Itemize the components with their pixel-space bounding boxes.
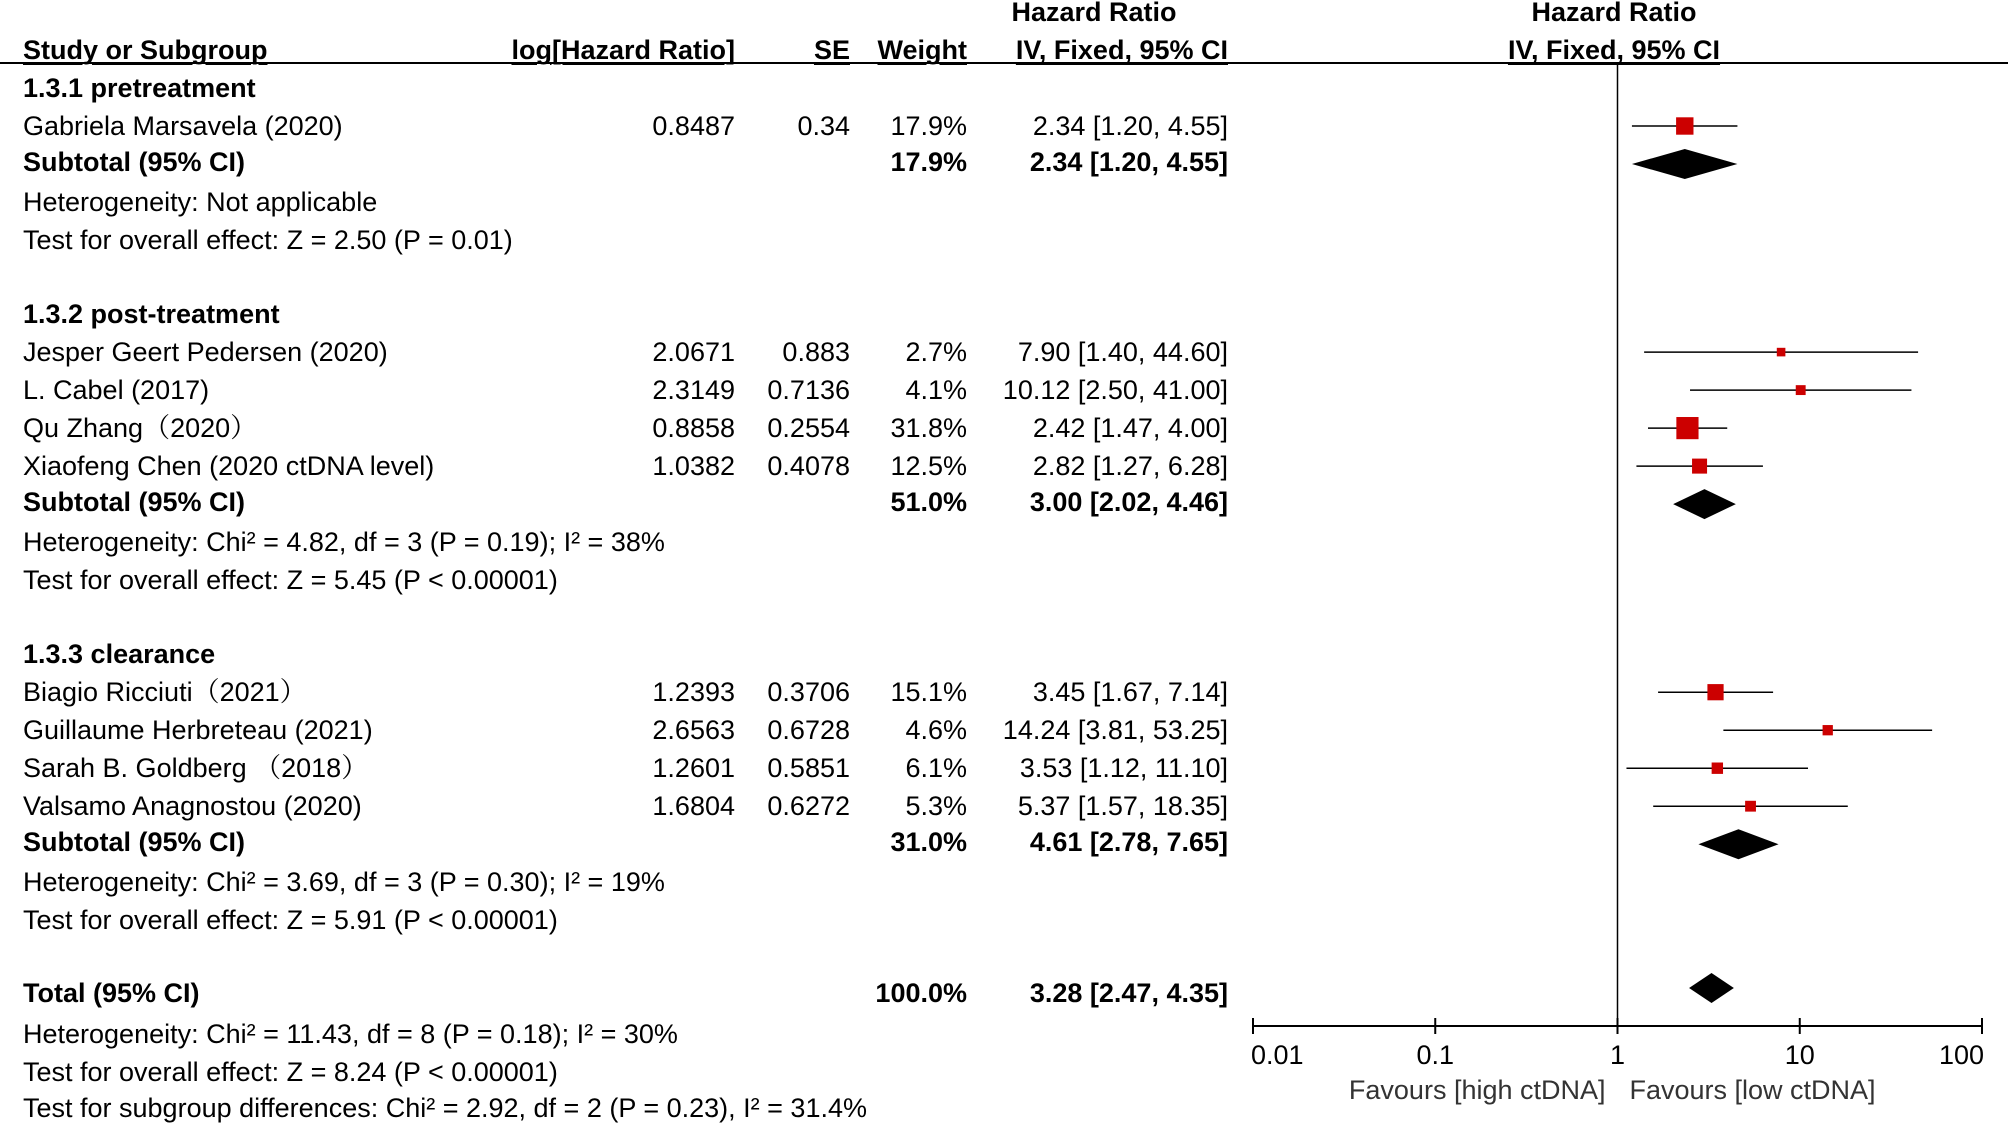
subgroup-title: 1.3.3 clearance [23, 639, 216, 670]
subtotal-weight: 51.0% [890, 487, 967, 518]
study-log-hr: 2.6563 [652, 715, 735, 746]
study-name: Qu Zhang（2020） [23, 413, 258, 444]
subtotal-weight: 17.9% [890, 147, 967, 177]
study-weight: 17.9% [890, 111, 967, 141]
study-column-header: Study or Subgroup [23, 35, 268, 65]
study-name: Jesper Geert Pedersen (2020) [23, 337, 388, 368]
weight-column-header: Weight [877, 35, 967, 65]
study-log-hr: 0.8487 [652, 111, 735, 141]
study-se: 0.6272 [767, 791, 850, 822]
study-log-hr: 1.2601 [652, 753, 735, 784]
study-se: 0.4078 [767, 451, 850, 482]
study-weight: 2.7% [905, 337, 967, 368]
study-hr-ci: 7.90 [1.40, 44.60] [1017, 337, 1228, 368]
subtotal-hr-ci: 4.61 [2.78, 7.65] [1029, 827, 1228, 858]
study-weight: 5.3% [905, 791, 967, 822]
study-hr-ci: 2.82 [1.27, 6.28] [1032, 451, 1228, 482]
study-se: 0.3706 [767, 677, 850, 708]
subtotal-diamond [1632, 149, 1737, 179]
study-weight: 6.1% [905, 753, 967, 784]
study-log-hr: 1.0382 [652, 451, 735, 482]
subtotal-diamond [1698, 829, 1778, 859]
study-name: Biagio Ricciuti（2021） [23, 677, 307, 708]
total-diamond [1689, 973, 1734, 1003]
study-se: 0.34 [797, 111, 850, 141]
study-weight: 15.1% [890, 677, 967, 708]
subgroup-heterogeneity: Heterogeneity: Not applicable [23, 187, 378, 217]
subgroup-heterogeneity: Heterogeneity: Chi² = 3.69, df = 3 (P = 0.30); I² = 19% [23, 867, 665, 898]
plot-column-header-bottom: IV, Fixed, 95% CI [1507, 35, 1721, 65]
x-tick-label: 1 [1609, 1040, 1626, 1070]
study-hr-ci: 5.37 [1.57, 18.35] [1017, 791, 1228, 822]
total-hr-ci: 3.28 [2.47, 4.35] [1029, 978, 1228, 1008]
total-label: Total (95% CI) [23, 978, 200, 1008]
x-tick-label: 0.1 [1416, 1040, 1455, 1070]
subtotal-hr-ci: 2.34 [1.20, 4.55] [1029, 147, 1228, 177]
study-weight: 12.5% [890, 451, 967, 482]
subgroup-overall-effect: Test for overall effect: Z = 5.45 (P < 0.00001) [23, 565, 558, 596]
study-se: 0.883 [782, 337, 850, 368]
study-weight: 4.1% [905, 375, 967, 406]
x-tick-label: 0.01 [1251, 1040, 1304, 1070]
plot-column-header-top: Hazard Ratio [1531, 0, 1697, 27]
subgroup-differences: Test for subgroup differences: Chi² = 2.92, df = 2 (P = 0.23), I² = 31.4% [23, 1093, 867, 1123]
study-se: 0.5851 [767, 753, 850, 784]
subgroup-title: 1.3.1 pretreatment [23, 73, 256, 103]
x-tick-label: 100 [1938, 1040, 1984, 1070]
subtotal-label: Subtotal (95% CI) [23, 147, 246, 177]
study-hr-ci: 2.34 [1.20, 4.55] [1032, 111, 1228, 141]
total-weight: 100.0% [875, 978, 967, 1008]
study-weight: 31.8% [890, 413, 967, 444]
study-log-hr: 2.3149 [652, 375, 735, 406]
subtotal-label: Subtotal (95% CI) [23, 487, 246, 518]
study-point-marker [1823, 725, 1833, 735]
x-tick-label: 10 [1784, 1040, 1815, 1070]
subgroup-title: 1.3.2 post-treatment [23, 299, 280, 330]
study-name: L. Cabel (2017) [23, 375, 210, 406]
se-column-header: SE [813, 35, 850, 65]
study-name: Xiaofeng Chen (2020 ctDNA level) [23, 451, 435, 482]
subgroup-heterogeneity: Heterogeneity: Chi² = 4.82, df = 3 (P = 0.19); I² = 38% [23, 527, 665, 558]
study-name: Sarah B. Goldberg （2018） [23, 753, 369, 784]
study-name: Gabriela Marsavela (2020) [23, 111, 343, 141]
study-name: Valsamo Anagnostou (2020) [23, 791, 362, 822]
study-hr-ci: 3.53 [1.12, 11.10] [1019, 753, 1228, 784]
study-point-marker [1712, 763, 1723, 774]
subtotal-diamond [1673, 489, 1736, 519]
study-log-hr: 1.2393 [652, 677, 735, 708]
study-se: 0.7136 [767, 375, 850, 406]
study-point-marker [1676, 417, 1698, 439]
loghr-column-header: log[Hazard Ratio] [511, 35, 735, 65]
hr-column-header-top: Hazard Ratio [1011, 0, 1177, 27]
study-point-marker [1796, 385, 1806, 395]
study-name: Guillaume Herbreteau (2021) [23, 715, 373, 746]
study-point-marker [1777, 348, 1786, 357]
study-hr-ci: 10.12 [2.50, 41.00] [1002, 375, 1228, 406]
study-se: 0.2554 [767, 413, 850, 444]
study-log-hr: 2.0671 [652, 337, 735, 368]
x-label-right: Favours [low ctDNA] [1629, 1075, 1876, 1105]
study-point-marker [1745, 801, 1756, 812]
subtotal-weight: 31.0% [890, 827, 967, 858]
subtotal-hr-ci: 3.00 [2.02, 4.46] [1029, 487, 1228, 518]
hr-column-header-bottom: IV, Fixed, 95% CI [1015, 35, 1228, 65]
total-overall-effect: Test for overall effect: Z = 8.24 (P < 0.00001) [23, 1057, 558, 1087]
study-hr-ci: 3.45 [1.67, 7.14] [1032, 677, 1228, 708]
study-point-marker [1707, 684, 1723, 700]
total-heterogeneity: Heterogeneity: Chi² = 11.43, df = 8 (P = 0.18); I² = 30% [23, 1019, 678, 1049]
subgroup-overall-effect: Test for overall effect: Z = 5.91 (P < 0.00001) [23, 905, 558, 936]
study-log-hr: 1.6804 [652, 791, 735, 822]
study-se: 0.6728 [767, 715, 850, 746]
subtotal-label: Subtotal (95% CI) [23, 827, 246, 858]
study-point-marker [1692, 459, 1707, 474]
x-label-left: Favours [high ctDNA] [1348, 1075, 1606, 1105]
subgroup-overall-effect: Test for overall effect: Z = 2.50 (P = 0.01) [23, 225, 513, 255]
study-log-hr: 0.8858 [652, 413, 735, 444]
study-hr-ci: 14.24 [3.81, 53.25] [1002, 715, 1228, 746]
study-point-marker [1676, 117, 1693, 134]
study-hr-ci: 2.42 [1.47, 4.00] [1032, 413, 1228, 444]
study-weight: 4.6% [905, 715, 967, 746]
